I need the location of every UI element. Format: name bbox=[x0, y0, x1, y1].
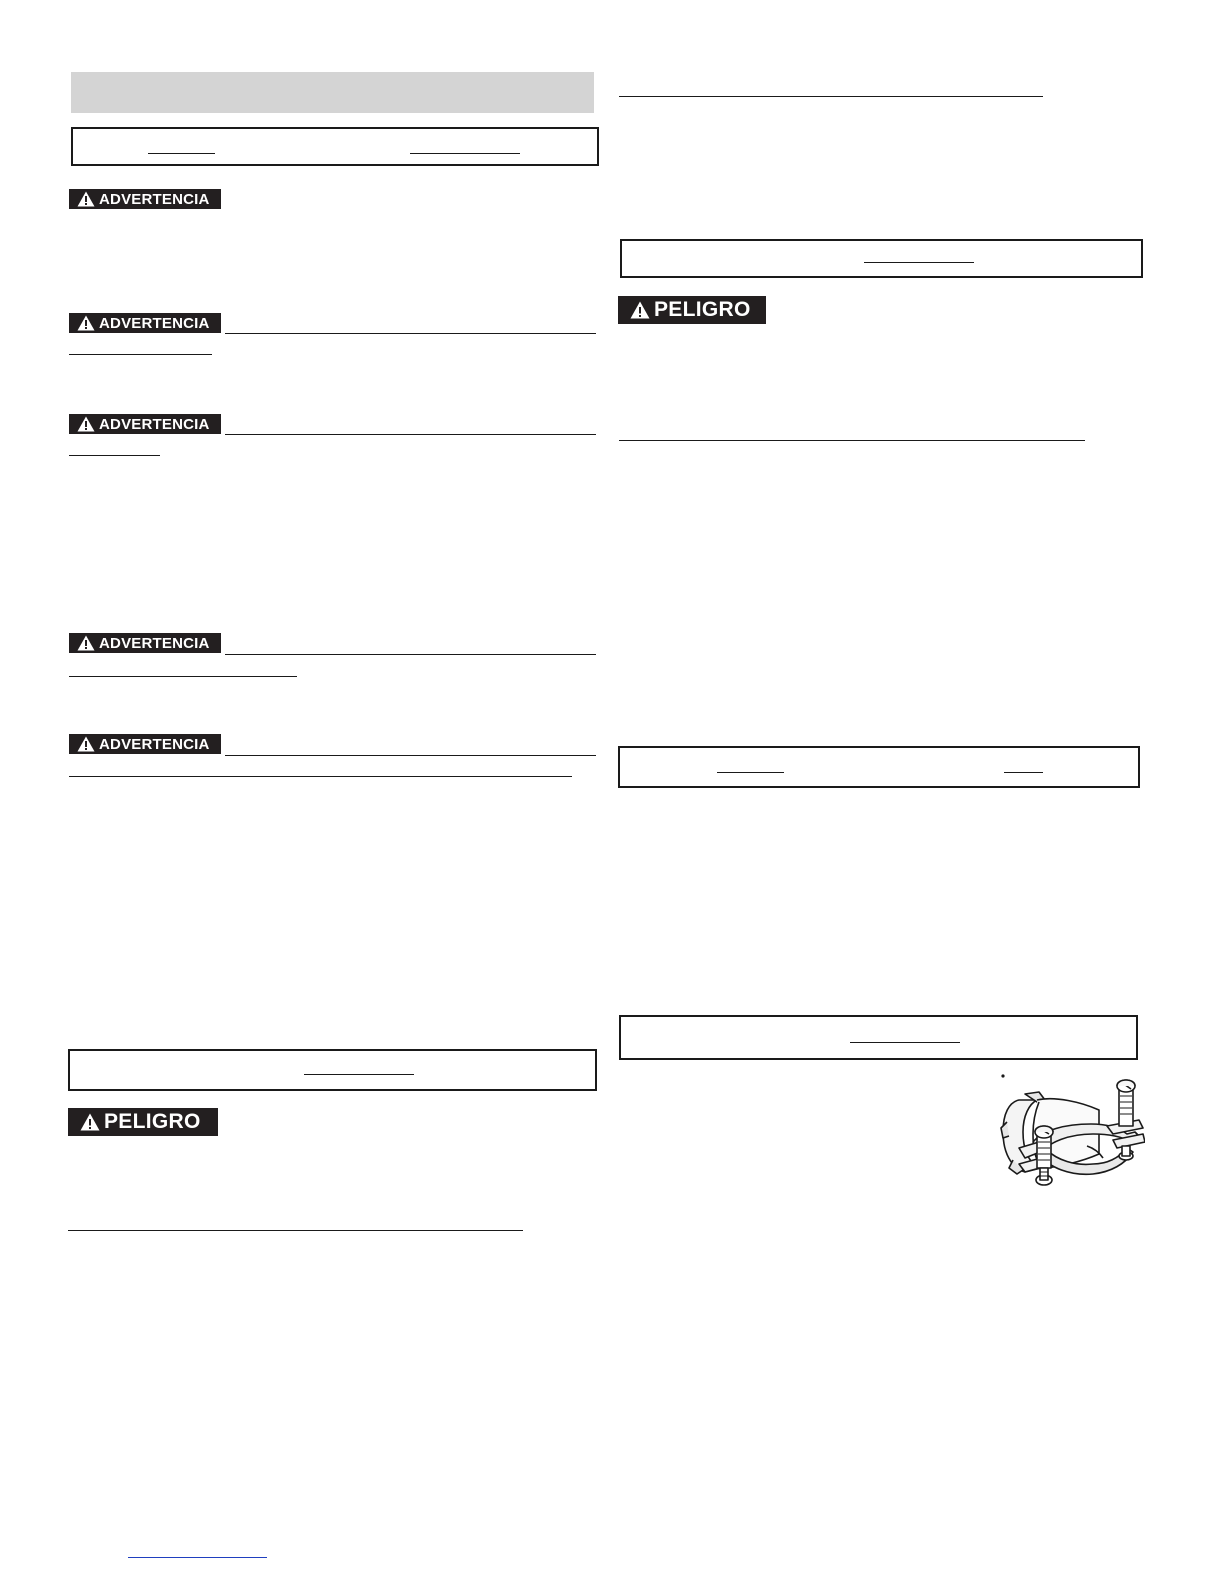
subsection-box bbox=[619, 1015, 1138, 1060]
underline bbox=[717, 772, 784, 773]
underline bbox=[225, 755, 596, 756]
underline bbox=[410, 153, 520, 154]
warning-triangle-icon bbox=[77, 736, 95, 752]
underline bbox=[1004, 772, 1043, 773]
advertencia-label: ADVERTENCIA bbox=[99, 314, 210, 332]
underline bbox=[225, 434, 596, 435]
subsection-box bbox=[68, 1049, 597, 1091]
advertencia-badge bbox=[69, 734, 221, 754]
advertencia-badge bbox=[69, 313, 221, 333]
pipe-ground-clamp-illustration bbox=[995, 1072, 1145, 1202]
warning-triangle-icon bbox=[77, 416, 95, 432]
advertencia-label: ADVERTENCIA bbox=[99, 634, 210, 652]
advertencia-badge bbox=[69, 189, 221, 209]
warning-triangle-icon bbox=[77, 191, 95, 207]
underline bbox=[69, 776, 572, 777]
peligro-badge bbox=[68, 1108, 218, 1136]
peligro-badge bbox=[618, 296, 766, 324]
advertencia-badge bbox=[69, 414, 221, 434]
underline bbox=[304, 1074, 414, 1075]
warning-triangle-icon bbox=[77, 635, 95, 651]
underline bbox=[225, 654, 596, 655]
advertencia-label: ADVERTENCIA bbox=[99, 190, 210, 208]
underline bbox=[225, 333, 596, 334]
advertencia-label: ADVERTENCIA bbox=[99, 415, 210, 433]
footer-link-underline[interactable] bbox=[128, 1557, 267, 1558]
underline bbox=[69, 354, 212, 355]
underline bbox=[619, 440, 1085, 441]
underline bbox=[619, 96, 1043, 97]
underline bbox=[69, 455, 160, 456]
peligro-label: PELIGRO bbox=[654, 298, 751, 321]
advertencia-badge bbox=[69, 633, 221, 653]
underline bbox=[850, 1042, 960, 1043]
subsection-box bbox=[620, 239, 1143, 278]
underline bbox=[148, 153, 215, 154]
warning-triangle-icon bbox=[630, 301, 650, 319]
section-header-bar bbox=[71, 72, 594, 113]
peligro-label: PELIGRO bbox=[104, 1110, 201, 1133]
warning-triangle-icon bbox=[80, 1113, 100, 1131]
subsection-box bbox=[71, 127, 599, 166]
subsection-box bbox=[618, 746, 1140, 788]
advertencia-label: ADVERTENCIA bbox=[99, 735, 210, 753]
warning-triangle-icon bbox=[77, 315, 95, 331]
underline bbox=[68, 1230, 523, 1231]
underline bbox=[69, 676, 297, 677]
underline bbox=[864, 262, 974, 263]
